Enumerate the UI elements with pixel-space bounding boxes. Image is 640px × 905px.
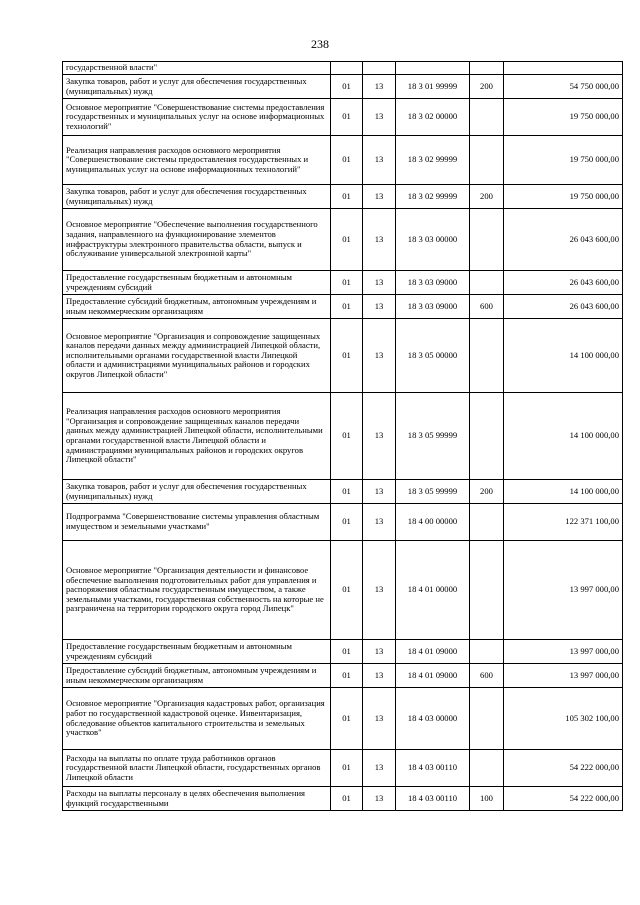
- row-amount: 19 750 000,00: [504, 99, 623, 136]
- row-section: 01: [331, 295, 363, 319]
- budget-table: [62, 61, 623, 811]
- row-target-code: [396, 62, 470, 75]
- row-subsection: 13: [363, 541, 396, 640]
- row-expense-type: [470, 504, 504, 541]
- row-target-code: 18 4 01 09000: [396, 640, 470, 664]
- row-amount: 26 043 600,00: [504, 295, 623, 319]
- row-name: Подпрограмма "Совершенствование системы управления областным имуществом и земельными участками": [63, 504, 331, 541]
- table-row: [63, 750, 623, 787]
- row-subsection: 13: [363, 319, 396, 393]
- row-target-code: 18 3 03 09000: [396, 295, 470, 319]
- page-number: 238: [311, 37, 329, 51]
- row-section: 01: [331, 271, 363, 295]
- row-target-code: 18 4 03 00110: [396, 787, 470, 811]
- row-amount: 14 100 000,00: [504, 480, 623, 504]
- row-name: Основное мероприятие "Организация кадастровых работ, организация работ по государственной кадастровой оценке. Инвентаризация, обследование объектов капитального строительства и земельных участков": [63, 688, 331, 750]
- table-row: [63, 62, 623, 75]
- row-name: Предоставление государственным бюджетным и автономным учреждениям субсидий: [63, 271, 331, 295]
- row-subsection: 13: [363, 504, 396, 541]
- row-amount: 19 750 000,00: [504, 136, 623, 185]
- row-amount: [504, 62, 623, 75]
- row-expense-type: 200: [470, 480, 504, 504]
- row-section: 01: [331, 787, 363, 811]
- row-subsection: 13: [363, 271, 396, 295]
- row-target-code: 18 3 05 99999: [396, 393, 470, 480]
- table-row: [63, 664, 623, 688]
- row-expense-type: [470, 271, 504, 295]
- row-section: 01: [331, 319, 363, 393]
- row-target-code: 18 4 00 00000: [396, 504, 470, 541]
- row-amount: 26 043 600,00: [504, 271, 623, 295]
- row-section: 01: [331, 640, 363, 664]
- row-subsection: 13: [363, 688, 396, 750]
- table-row: [63, 504, 623, 541]
- row-expense-type: [470, 62, 504, 75]
- row-name: Предоставление субсидий бюджетным, автономным учреждениям и иным некоммерческим организациям: [63, 664, 331, 688]
- row-amount: 13 997 000,00: [504, 640, 623, 664]
- row-amount: 13 997 000,00: [504, 664, 623, 688]
- table-row: [63, 640, 623, 664]
- row-section: 01: [331, 688, 363, 750]
- row-expense-type: 600: [470, 664, 504, 688]
- row-subsection: 13: [363, 393, 396, 480]
- row-expense-type: 100: [470, 787, 504, 811]
- row-expense-type: [470, 136, 504, 185]
- row-expense-type: 200: [470, 75, 504, 99]
- row-expense-type: [470, 393, 504, 480]
- row-section: 01: [331, 664, 363, 688]
- row-subsection: 13: [363, 185, 396, 209]
- row-section: 01: [331, 75, 363, 99]
- row-name: Расходы на выплаты персоналу в целях обеспечения выполнения функций государственными: [63, 787, 331, 811]
- table-row: [63, 271, 623, 295]
- table-row: [63, 209, 623, 271]
- row-amount: 19 750 000,00: [504, 185, 623, 209]
- row-name: Реализация направления расходов основного мероприятия "Совершенствование системы предоставления государственных и муниципальных услуг на основе информационных технологий": [63, 136, 331, 185]
- row-target-code: 18 4 03 00000: [396, 688, 470, 750]
- row-amount: 26 043 600,00: [504, 209, 623, 271]
- row-expense-type: 200: [470, 185, 504, 209]
- row-expense-type: [470, 640, 504, 664]
- budget-table-body: [63, 62, 623, 811]
- row-amount: 13 997 000,00: [504, 541, 623, 640]
- row-expense-type: [470, 541, 504, 640]
- row-amount: 54 222 000,00: [504, 787, 623, 811]
- table-row: [63, 480, 623, 504]
- row-section: 01: [331, 99, 363, 136]
- row-target-code: 18 4 01 00000: [396, 541, 470, 640]
- row-subsection: 13: [363, 75, 396, 99]
- row-expense-type: [470, 209, 504, 271]
- row-section: 01: [331, 209, 363, 271]
- table-row: [63, 185, 623, 209]
- row-subsection: 13: [363, 209, 396, 271]
- row-expense-type: 600: [470, 295, 504, 319]
- table-row: [63, 319, 623, 393]
- row-expense-type: [470, 688, 504, 750]
- table-row: [63, 136, 623, 185]
- row-name: Предоставление государственным бюджетным и автономным учреждениям субсидий: [63, 640, 331, 664]
- row-target-code: 18 3 03 09000: [396, 271, 470, 295]
- row-amount: 105 302 100,00: [504, 688, 623, 750]
- table-row: [63, 688, 623, 750]
- row-amount: 122 371 100,00: [504, 504, 623, 541]
- row-subsection: 13: [363, 750, 396, 787]
- row-section: 01: [331, 750, 363, 787]
- row-section: 01: [331, 393, 363, 480]
- row-target-code: 18 3 03 00000: [396, 209, 470, 271]
- row-section: 01: [331, 504, 363, 541]
- row-target-code: 18 4 01 09000: [396, 664, 470, 688]
- row-amount: 14 100 000,00: [504, 393, 623, 480]
- row-name: Закупка товаров, работ и услуг для обеспечения государственных (муниципальных) нужд: [63, 480, 331, 504]
- row-name: Закупка товаров, работ и услуг для обеспечения государственных (муниципальных) нужд: [63, 75, 331, 99]
- row-section: 01: [331, 541, 363, 640]
- row-name: государственной власти": [63, 62, 331, 75]
- row-expense-type: [470, 99, 504, 136]
- row-subsection: 13: [363, 640, 396, 664]
- row-name: Реализация направления расходов основного мероприятия "Организация и сопровождение защищенных каналов передачи данных между администрацией Липецкой области, исполнительными органами государственной власти Липецкой области и администрациями муниципальных районов и городских округов Липецкой области": [63, 393, 331, 480]
- row-target-code: 18 3 02 99999: [396, 185, 470, 209]
- row-subsection: [363, 62, 396, 75]
- table-row: [63, 75, 623, 99]
- table-row: [63, 393, 623, 480]
- row-name: Основное мероприятие "Организация деятельности и финансовое обеспечение выполнения подготовительных работ для управления и распоряжения областным государственным имуществом, а также земельными участками, государственная собственность на которые не разграничена на территории городского округа город Липецк": [63, 541, 331, 640]
- row-amount: 54 222 000,00: [504, 750, 623, 787]
- row-section: [331, 62, 363, 75]
- row-name: Основное мероприятие "Организация и сопровождение защищенных каналов передачи данных между администрацией Липецкой области, исполнительными органами государственной власти Липецкой области и администрациями муниципальных районов и городских округов Липецкой области": [63, 319, 331, 393]
- row-target-code: 18 3 02 00000: [396, 99, 470, 136]
- row-section: 01: [331, 185, 363, 209]
- row-subsection: 13: [363, 480, 396, 504]
- row-subsection: 13: [363, 136, 396, 185]
- row-target-code: 18 3 05 99999: [396, 480, 470, 504]
- table-row: [63, 787, 623, 811]
- row-target-code: 18 4 03 00110: [396, 750, 470, 787]
- row-amount: 14 100 000,00: [504, 319, 623, 393]
- row-name: Расходы на выплаты по оплате труда работников органов государственной власти Липецкой области, государственных органов Липецкой области: [63, 750, 331, 787]
- row-expense-type: [470, 750, 504, 787]
- row-name: Основное мероприятие "Совершенствование системы предоставления государственных и муниципальных услуг на основе информационных технологий": [63, 99, 331, 136]
- row-name: Основное мероприятие "Обеспечение выполнения государственного задания, направленного на функционирование элементов инфраструктуры электронного правительства области, выпуск и обслуживание универсальной электронной карты": [63, 209, 331, 271]
- row-name: Предоставление субсидий бюджетным, автономным учреждениям и иным некоммерческим организациям: [63, 295, 331, 319]
- table-row: [63, 295, 623, 319]
- row-subsection: 13: [363, 99, 396, 136]
- row-subsection: 13: [363, 787, 396, 811]
- row-target-code: 18 3 01 99999: [396, 75, 470, 99]
- row-section: 01: [331, 480, 363, 504]
- row-subsection: 13: [363, 295, 396, 319]
- row-amount: 54 750 000,00: [504, 75, 623, 99]
- table-row: [63, 541, 623, 640]
- row-target-code: 18 3 05 00000: [396, 319, 470, 393]
- row-subsection: 13: [363, 664, 396, 688]
- table-row: [63, 99, 623, 136]
- row-expense-type: [470, 319, 504, 393]
- row-section: 01: [331, 136, 363, 185]
- row-name: Закупка товаров, работ и услуг для обеспечения государственных (муниципальных) нужд: [63, 185, 331, 209]
- row-target-code: 18 3 02 99999: [396, 136, 470, 185]
